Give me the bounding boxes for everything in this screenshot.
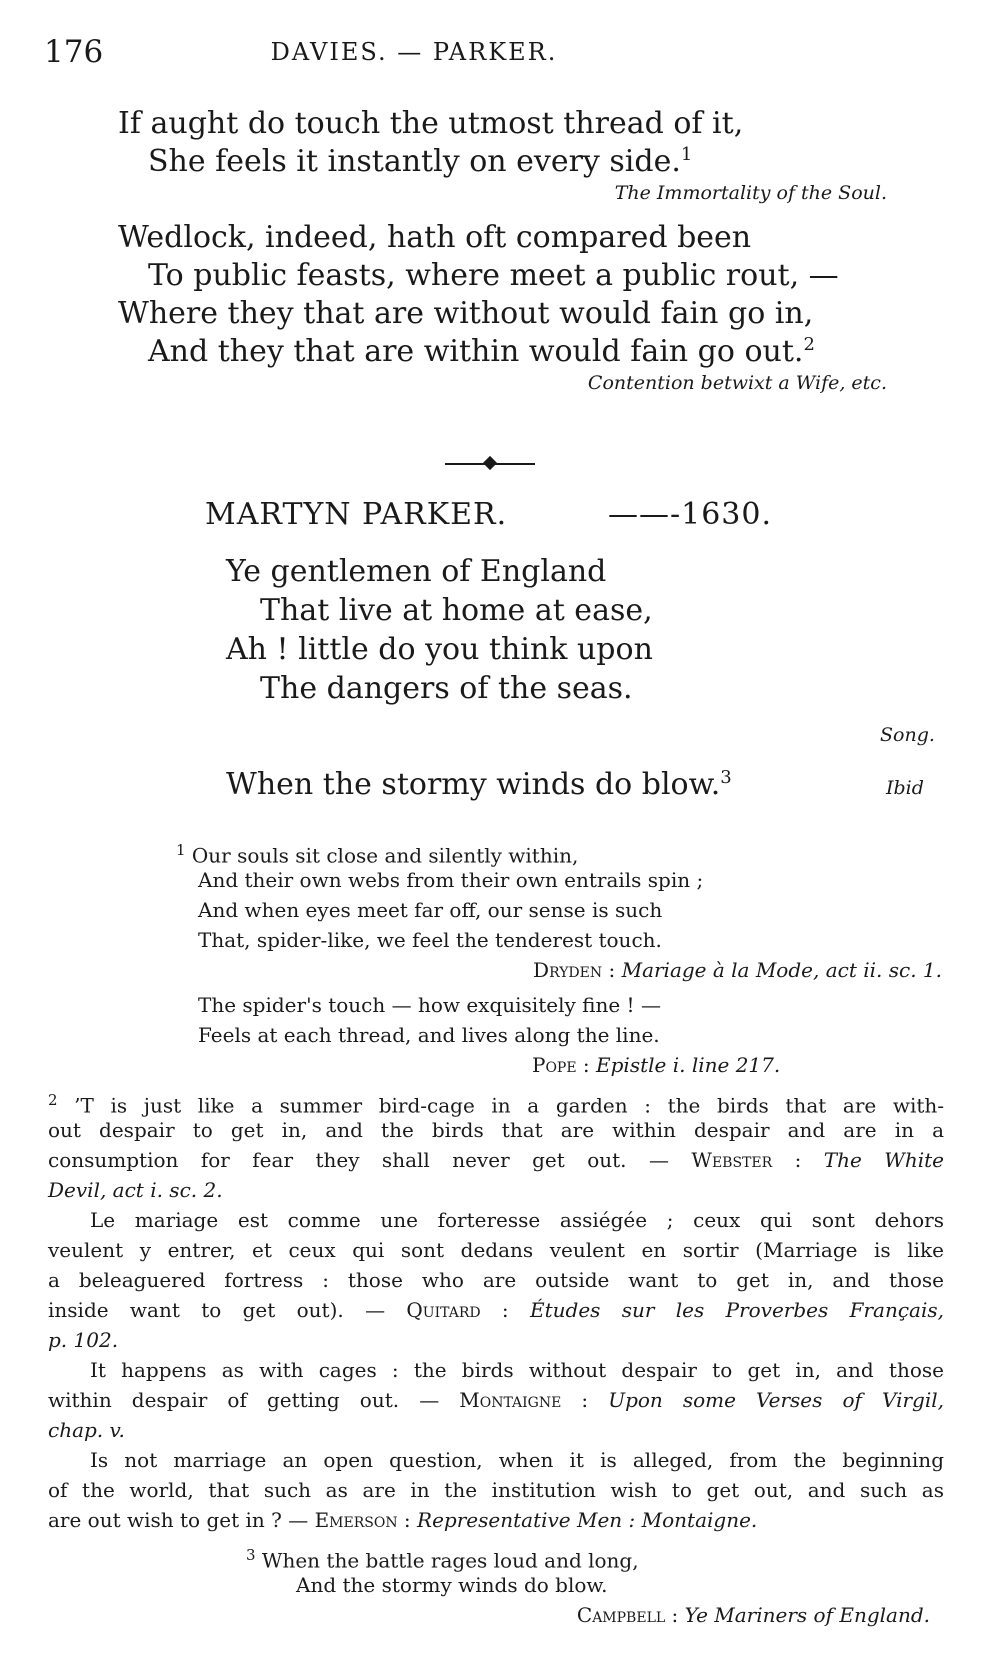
- author-webster: Webster: [691, 1148, 773, 1172]
- footnote-3-number: 3: [246, 1546, 256, 1564]
- work-title: Ye Mariners of England.: [684, 1603, 930, 1627]
- footnote-2-para3-line-2: [48, 1386, 944, 1415]
- author-emerson: Emerson: [314, 1508, 398, 1532]
- footnote-3-line-2: And the stormy winds do blow.: [296, 1573, 608, 1597]
- footnote-2-para4-line-3-text: are out wish to get in ? —: [48, 1508, 315, 1532]
- author-dryden: Dryden: [533, 958, 603, 982]
- song-line-1: Ye gentlemen of England: [226, 554, 607, 589]
- footnote-2-line-2: out despair to get in, and the birds that are within despair and are in a: [48, 1118, 944, 1142]
- footnote-1-line-3: And when eyes meet far off, our sense is such: [198, 898, 663, 922]
- footnote-1-attribution-2: [532, 1051, 780, 1080]
- footnote-3-attribution: [577, 1601, 930, 1630]
- song-line-5-text: When the stormy winds do blow.: [226, 767, 721, 802]
- work-title: Epistle i. line 217.: [596, 1053, 781, 1077]
- davies-verse-line-2: [148, 142, 692, 182]
- footnote-2-para3-line-1: [48, 1356, 944, 1385]
- section-title: MARTYN PARKER.: [205, 497, 508, 532]
- song-line-3: Ah ! little do you think upon: [226, 632, 653, 667]
- section-dates: ——-1630.: [608, 497, 773, 532]
- davies-verse-line-1: If aught do touch the utmost thread of it,: [118, 106, 744, 141]
- section-ornament: [445, 452, 535, 476]
- footnote-1-line-4: That, spider-like, we feel the tenderest touch.: [198, 928, 662, 952]
- attr-separator: :: [665, 1603, 685, 1627]
- song-source: Song.: [880, 724, 935, 746]
- wedlock-line-4: [148, 332, 815, 372]
- author-campbell: Campbell: [576, 1603, 666, 1627]
- footnote-2-para2-line-4: [48, 1296, 944, 1325]
- footnote-ref-1: 1: [680, 144, 693, 165]
- footnote-2-number: 2: [48, 1091, 58, 1109]
- footnote-2-para2-line-4-text: inside want to get out). —: [48, 1298, 407, 1322]
- footnote-1-line-6: Feels at each thread, and lives along the line.: [198, 1023, 660, 1047]
- author-quitard: Quitard: [406, 1298, 481, 1322]
- song-line-4: The dangers of the seas.: [260, 671, 633, 706]
- footnote-1-attribution-1: [533, 956, 942, 985]
- footnote-2-para3-line-2-text: within despair of getting out. —: [48, 1388, 460, 1412]
- page-number: 176: [44, 34, 104, 70]
- footnote-2-para3-line-1-text: It happens as with cages : the birds without despair to get in, and those: [90, 1358, 944, 1382]
- footnote-1-line-1-text: Our souls sit close and silently within,: [191, 843, 579, 868]
- wedlock-line-4-text: And they that are within would fain go out.: [148, 334, 804, 369]
- ornament-rule-right: [495, 463, 535, 465]
- wedlock-line-1: Wedlock, indeed, hath oft compared been: [118, 220, 752, 255]
- footnote-2-para2-line-5: p. 102.: [48, 1328, 119, 1352]
- footnote-ref-3: 3: [720, 767, 732, 788]
- work-title: Representative Men : Montaigne.: [417, 1508, 758, 1532]
- footnote-1-line-2: And their own webs from their own entrails spin ;: [198, 868, 704, 892]
- davies-source-1: The Immortality of the Soul.: [614, 182, 887, 204]
- footnote-1-number: 1: [176, 841, 186, 859]
- davies-source-2: Contention betwixt a Wife, etc.: [587, 372, 887, 394]
- footnote-2-line-1-text: ’T is just like a summer bird-cage in a garden : the birds that are with-: [74, 1093, 945, 1118]
- attr-separator: :: [561, 1388, 609, 1412]
- ornament-rule-left: [445, 463, 485, 465]
- wedlock-line-3: Where they that are without would fain go in,: [118, 296, 814, 331]
- footnote-2-para2-line-2: veulent y entrer, et ceux qui sont dedans veulent en sortir (Marriage is like: [48, 1238, 944, 1262]
- attr-separator: :: [602, 958, 622, 982]
- footnote-2-para4-line-1-text: Is not marriage an open question, when it is alleged, from the beginning: [90, 1448, 944, 1472]
- footnote-2-para4-line-2: of the world, that such as are in the institution wish to get out, and such as: [48, 1478, 944, 1502]
- footnote-2-para4-line-1: [48, 1446, 944, 1475]
- author-montaigne: Montaigne: [459, 1388, 562, 1412]
- wedlock-line-2: To public feasts, where meet a public rout, —: [148, 258, 839, 293]
- footnote-ref-2: 2: [803, 334, 815, 355]
- attr-separator: :: [480, 1298, 530, 1322]
- attr-separator: :: [576, 1053, 597, 1077]
- work-title: Upon some Verses of Virgil,: [608, 1388, 944, 1412]
- attr-separator: :: [772, 1148, 824, 1172]
- footnote-2-para2-line-3: a beleaguered fortress : those who are outside want to get in, and those: [48, 1268, 944, 1292]
- work-title: Mariage à la Mode, act ii. sc. 1.: [621, 958, 942, 982]
- footnote-2-para2-line-1: [48, 1206, 944, 1235]
- song-line-2: That live at home at ease,: [260, 593, 653, 628]
- footnote-2-para4-line-3: [48, 1506, 757, 1535]
- author-pope: Pope: [532, 1053, 577, 1077]
- footnote-3-line-1-text: When the battle rages loud and long,: [261, 1548, 639, 1573]
- footnote-2-para2-line-1-text: Le mariage est comme une forteresse assiégée ; ceux qui sont dehors: [90, 1208, 944, 1232]
- footnote-1-line-5: The spider's touch — how exquisitely fine ! —: [198, 993, 661, 1017]
- footnote-2-line-3-text: consumption for fear they shall never get out. —: [48, 1148, 692, 1172]
- work-title: The White: [823, 1148, 945, 1172]
- song-line-5-source: Ibid: [886, 777, 924, 799]
- song-line-5: [226, 765, 732, 805]
- footnote-2-para3-line-3: chap. v.: [48, 1418, 125, 1442]
- running-head: [44, 34, 944, 74]
- footnote-2-line-3: [48, 1146, 944, 1175]
- davies-verse-line-2-text: She feels it instantly on every side.: [148, 144, 681, 179]
- work-title: Études sur les Proverbes Français,: [530, 1298, 944, 1322]
- footnote-2-line-4: Devil, act i. sc. 2.: [48, 1178, 223, 1202]
- attr-separator: :: [397, 1508, 418, 1532]
- running-title: DAVIES. — PARKER.: [270, 38, 558, 66]
